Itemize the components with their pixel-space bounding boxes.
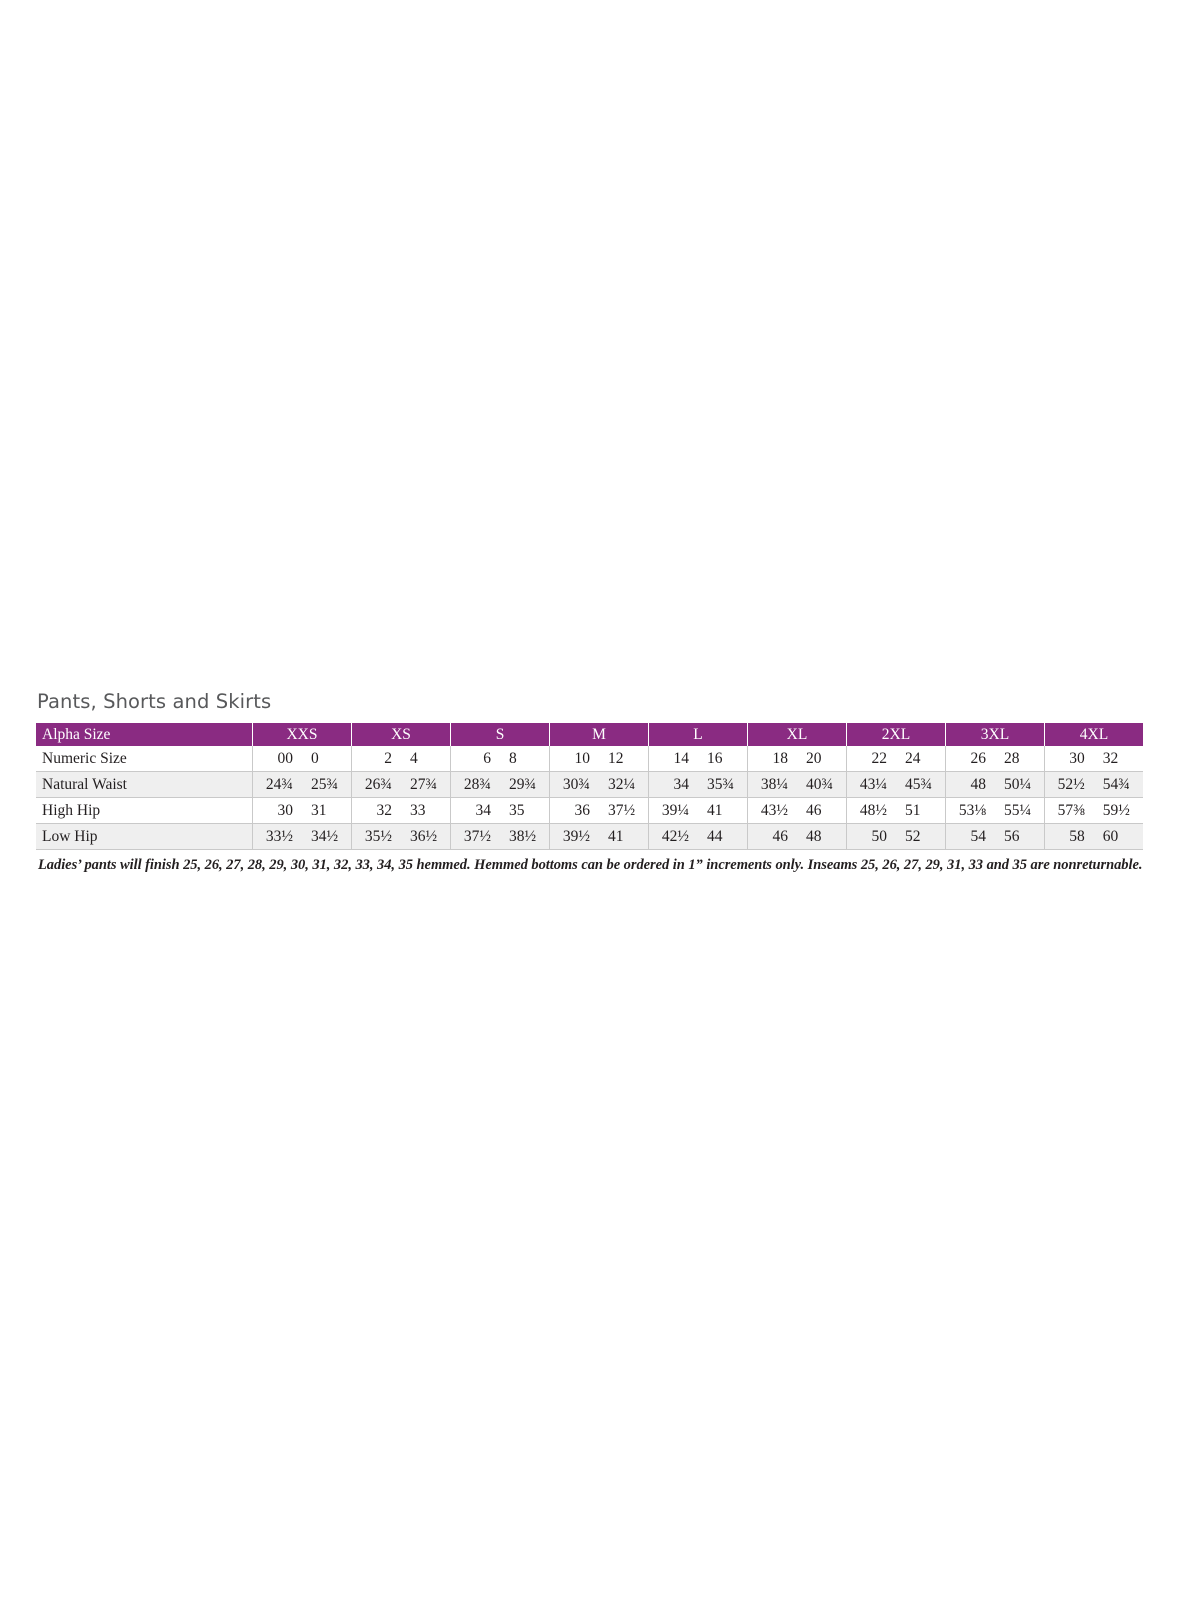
footnote-text: Ladies’ pants will finish 25, 26, 27, 28, 29, 30, 31, 32, 33, 34, 35 hemmed. Hemmed bottoms can be ordered in 1” increments only. Inseams 25, 26, 27, 29, 31, 33 and 35 are nonreturnable.: [38, 857, 1143, 873]
cell-high-hip-6: 36: [550, 798, 600, 824]
cell-natural-waist-8: 34: [649, 772, 699, 798]
cell-low-hip-2: 35½: [352, 824, 402, 850]
cell-natural-waist-14: 48: [946, 772, 996, 798]
table-row: [36, 746, 1143, 772]
cell-low-hip-1: 34½: [302, 824, 352, 850]
cell-high-hip-2: 32: [352, 798, 402, 824]
cell-low-hip-9: 44: [698, 824, 748, 850]
header-size-s: S: [451, 723, 550, 746]
cell-natural-waist-10: 38¼: [748, 772, 798, 798]
cell-numeric-size-4: 6: [451, 746, 501, 772]
cell-numeric-size-15: 28: [995, 746, 1045, 772]
cell-natural-waist-5: 29¾: [500, 772, 550, 798]
cell-numeric-size-0: 00: [253, 746, 303, 772]
cell-high-hip-12: 48½: [847, 798, 897, 824]
cell-numeric-size-3: 4: [401, 746, 451, 772]
cell-numeric-size-14: 26: [946, 746, 996, 772]
cell-numeric-size-8: 14: [649, 746, 699, 772]
header-size-4xl: 4XL: [1045, 723, 1144, 746]
table-row: [36, 772, 1143, 798]
cell-low-hip-17: 60: [1094, 824, 1143, 850]
header-size-m: M: [550, 723, 649, 746]
cell-low-hip-12: 50: [847, 824, 897, 850]
cell-low-hip-4: 37½: [451, 824, 501, 850]
cell-low-hip-16: 58: [1045, 824, 1094, 850]
cell-low-hip-14: 54: [946, 824, 996, 850]
cell-numeric-size-7: 12: [599, 746, 649, 772]
cell-natural-waist-2: 26¾: [352, 772, 402, 798]
table-row: [36, 798, 1143, 824]
header-size-xxs: XXS: [253, 723, 352, 746]
cell-natural-waist-6: 30¾: [550, 772, 600, 798]
header-size-xs: XS: [352, 723, 451, 746]
cell-high-hip-5: 35: [500, 798, 550, 824]
cell-high-hip-17: 59½: [1094, 798, 1143, 824]
cell-natural-waist-0: 24¾: [253, 772, 303, 798]
header-size-3xl: 3XL: [946, 723, 1045, 746]
cell-numeric-size-9: 16: [698, 746, 748, 772]
table-row: [36, 824, 1143, 850]
cell-numeric-size-2: 2: [352, 746, 402, 772]
size-chart-table: [36, 723, 1143, 850]
cell-high-hip-11: 46: [797, 798, 847, 824]
cell-numeric-size-13: 24: [896, 746, 946, 772]
cell-natural-waist-9: 35¾: [698, 772, 748, 798]
cell-numeric-size-10: 18: [748, 746, 798, 772]
row-label-high-hip: High Hip: [36, 798, 253, 824]
cell-natural-waist-11: 40¾: [797, 772, 847, 798]
cell-high-hip-3: 33: [401, 798, 451, 824]
cell-high-hip-10: 43½: [748, 798, 798, 824]
cell-low-hip-5: 38½: [500, 824, 550, 850]
cell-natural-waist-12: 43¼: [847, 772, 897, 798]
page-title: Pants, Shorts and Skirts: [37, 690, 272, 713]
cell-low-hip-8: 42½: [649, 824, 699, 850]
cell-high-hip-8: 39¼: [649, 798, 699, 824]
header-size-2xl: 2XL: [847, 723, 946, 746]
cell-numeric-size-6: 10: [550, 746, 600, 772]
cell-high-hip-7: 37½: [599, 798, 649, 824]
cell-natural-waist-7: 32¼: [599, 772, 649, 798]
cell-low-hip-11: 48: [797, 824, 847, 850]
cell-natural-waist-16: 52½: [1045, 772, 1094, 798]
header-alpha-size: Alpha Size: [36, 723, 253, 746]
row-label-numeric-size: Numeric Size: [36, 746, 253, 772]
cell-low-hip-7: 41: [599, 824, 649, 850]
cell-high-hip-15: 55¼: [995, 798, 1045, 824]
row-label-low-hip: Low Hip: [36, 824, 253, 850]
cell-high-hip-0: 30: [253, 798, 303, 824]
cell-natural-waist-13: 45¾: [896, 772, 946, 798]
cell-numeric-size-1: 0: [302, 746, 352, 772]
cell-low-hip-10: 46: [748, 824, 798, 850]
cell-high-hip-16: 57⅜: [1045, 798, 1094, 824]
table-body: [36, 746, 1143, 850]
cell-natural-waist-4: 28¾: [451, 772, 501, 798]
header-size-l: L: [649, 723, 748, 746]
header-size-xl: XL: [748, 723, 847, 746]
cell-high-hip-1: 31: [302, 798, 352, 824]
cell-high-hip-4: 34: [451, 798, 501, 824]
cell-numeric-size-16: 30: [1045, 746, 1094, 772]
row-label-natural-waist: Natural Waist: [36, 772, 253, 798]
cell-low-hip-3: 36½: [401, 824, 451, 850]
cell-numeric-size-12: 22: [847, 746, 897, 772]
cell-high-hip-14: 53⅛: [946, 798, 996, 824]
cell-numeric-size-5: 8: [500, 746, 550, 772]
cell-numeric-size-11: 20: [797, 746, 847, 772]
cell-low-hip-15: 56: [995, 824, 1045, 850]
cell-natural-waist-15: 50¼: [995, 772, 1045, 798]
cell-low-hip-13: 52: [896, 824, 946, 850]
table-header-row: [36, 723, 1143, 746]
cell-numeric-size-17: 32: [1094, 746, 1143, 772]
cell-natural-waist-3: 27¾: [401, 772, 451, 798]
table-head: [36, 723, 1143, 746]
cell-high-hip-13: 51: [896, 798, 946, 824]
cell-high-hip-9: 41: [698, 798, 748, 824]
cell-low-hip-6: 39½: [550, 824, 600, 850]
size-chart-block: [36, 690, 1164, 889]
cell-natural-waist-1: 25¾: [302, 772, 352, 798]
cell-natural-waist-17: 54¾: [1094, 772, 1143, 798]
cell-low-hip-0: 33½: [253, 824, 303, 850]
